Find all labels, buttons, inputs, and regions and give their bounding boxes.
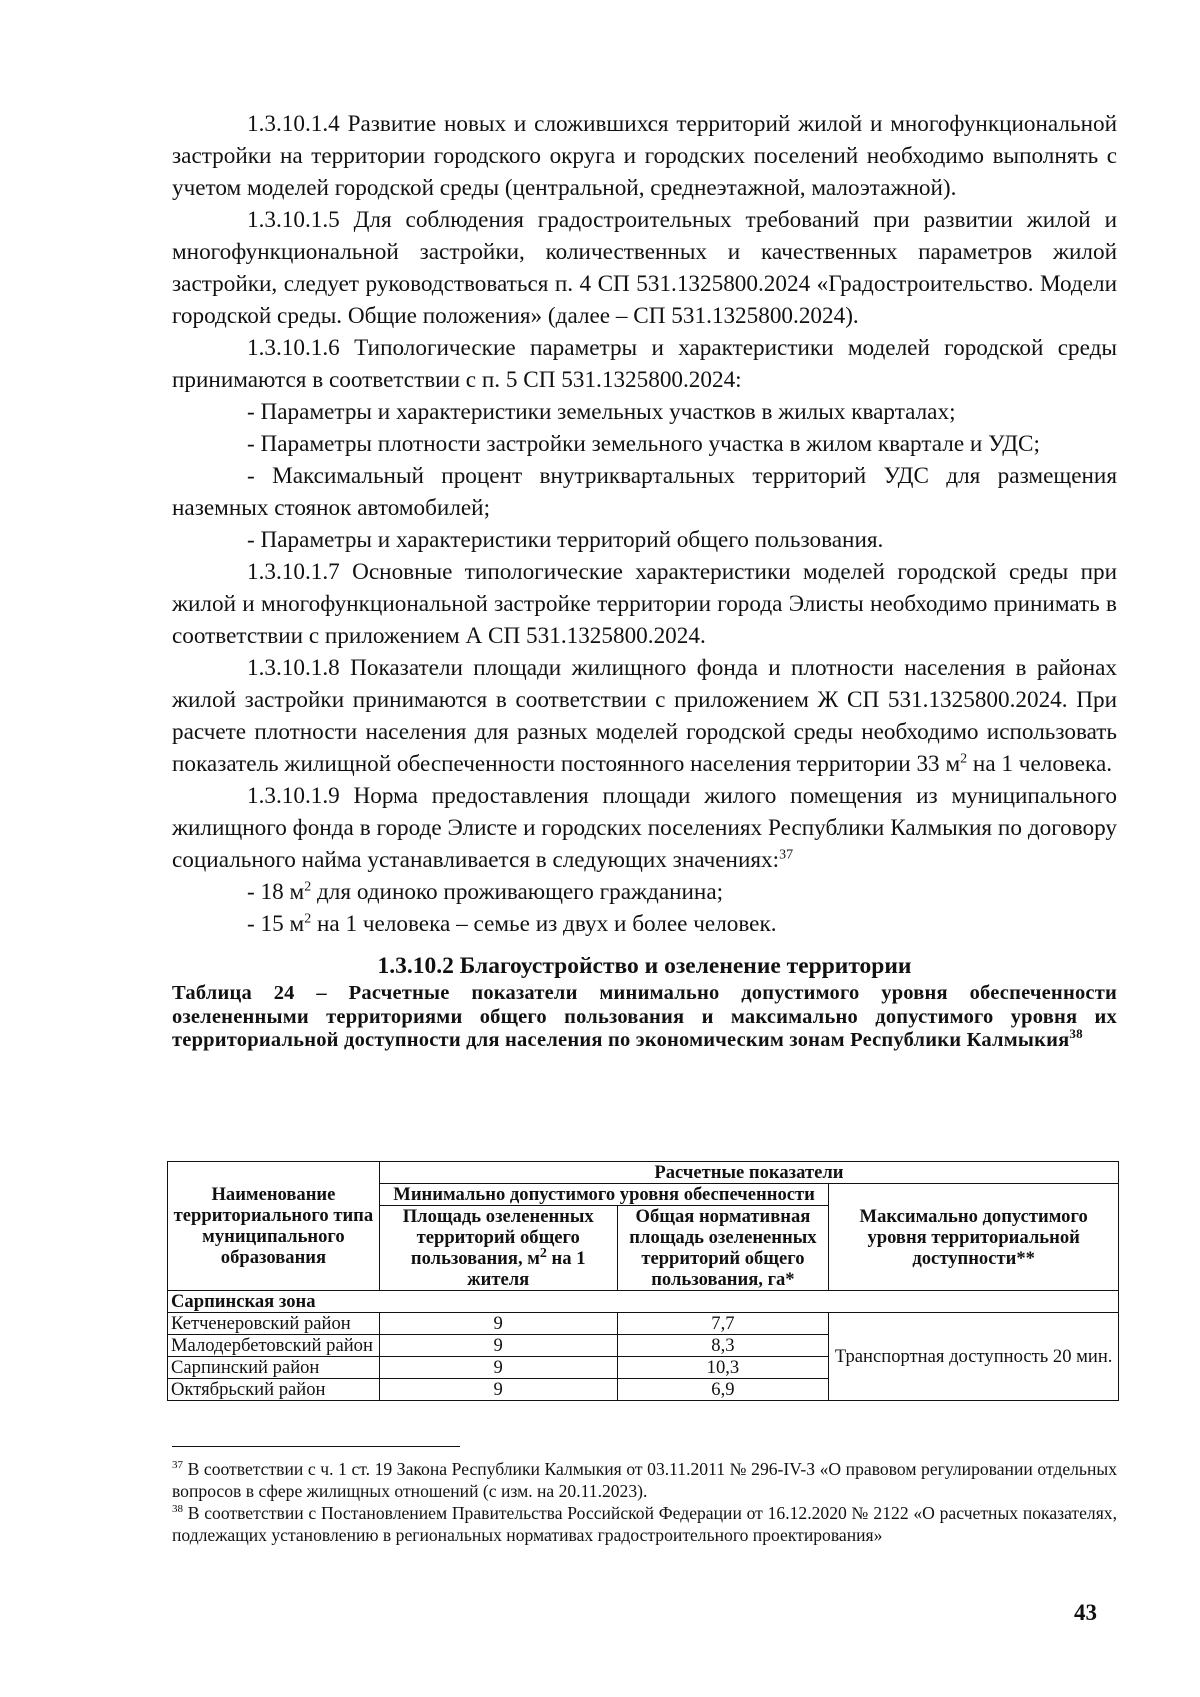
list-item-text: для одиноко проживающего гражданина;	[311, 879, 724, 905]
cell-per-capita: 9	[379, 1313, 617, 1335]
header-per-capita	[379, 1206, 617, 1291]
cell-per-capita: 9	[379, 1335, 617, 1357]
cell-per-capita: 9	[379, 1357, 617, 1379]
cell-name: Кетченеровский район	[168, 1313, 380, 1335]
superscript: 2	[304, 879, 312, 895]
cell-name: Малодербетовский район	[168, 1335, 380, 1357]
zone-row: Сарпинская зона	[168, 1291, 1119, 1313]
paragraph-1-3-10-1-8	[172, 652, 1117, 780]
cell-name: Сарпинский район	[168, 1357, 380, 1379]
footnotes	[172, 1458, 1117, 1546]
cell-per-capita: 9	[379, 1379, 617, 1401]
header-min: Минимально допустимого уровня обеспеченности	[379, 1184, 828, 1206]
list-item-text: на 1 человека – семье из двух и более человек.	[311, 911, 777, 937]
page-body	[172, 108, 1117, 1053]
paragraph-1-3-10-1-7: 1.3.10.1.7 Основные типологические характеристики моделей городской среды при жилой и многофункциональной застройке территории города Элисты необходимо принимать в соответствии с приложением А СП 531.1325800.2024.	[172, 559, 1117, 649]
superscript: 2	[539, 1245, 547, 1261]
paragraph-1-3-10-1-9	[172, 780, 1117, 876]
footnote-37	[172, 1458, 1117, 1502]
page-number: 43	[1074, 1600, 1097, 1625]
table-caption-text: Таблица 24 – Расчетные показатели минимально допустимого уровня обеспеченности озелененными территориями общего пользования и максимально допустимого уровня их территориальной доступности для населения по экономическим зонам Республики Калмыкия	[172, 982, 1117, 1051]
header-max: Максимально допустимого уровня территориальной доступности**	[829, 1184, 1119, 1291]
cell-total: 8,3	[617, 1335, 829, 1357]
header-per-capita-text: Площадь озелененных территорий общего пользования, м	[402, 1206, 594, 1269]
green-areas-table	[167, 1161, 1119, 1401]
list-item-text: - 18 м	[247, 879, 305, 905]
cell-name: Октябрьский район	[168, 1379, 380, 1401]
list-item: - Параметры и характеристики территорий общего пользования.	[247, 527, 884, 553]
header-total: Общая нормативная площадь озелененных территорий общего пользования, га*	[617, 1206, 829, 1291]
list-item: - Максимальный процент внутриквартальных территорий УДС для размещения наземных стоянок автомобилей;	[172, 463, 1117, 521]
footnote-text: В соответствии с Постановлением Правительства Российской Федерации от 16.12.2020 № 2122 «О расчетных показателях, подлежащих установлению в региональных нормативах градостроительного проектирования»	[172, 1503, 1117, 1545]
paragraph-text: 1.3.10.1.8 Показатели площади жилищного фонда и плотности населения в районах жилой застройки принимаются в соответствии с приложением Ж СП 531.1325800.2024. При расчете плотности населения для разных моделей городской среды необходимо использовать показатель жилищной обеспеченности постоянного населения территории 33 м	[172, 655, 1117, 777]
cell-access: Транспортная доступность 20 мин.	[829, 1313, 1119, 1401]
list-item	[172, 876, 1117, 908]
footnote-number: 38	[172, 1503, 183, 1516]
footnote-38	[172, 1502, 1117, 1546]
list-item: - Параметры и характеристики земельных участков в жилых кварталах;	[247, 399, 956, 425]
cell-total: 7,7	[617, 1313, 829, 1335]
list-item	[172, 908, 1117, 940]
table-caption	[172, 982, 1117, 1053]
footnote-text: В соответствии с ч. 1 ст. 19 Закона Республики Калмыкия от 03.11.2011 № 296-IV-З «О правовом регулировании отдельных вопросов в сфере жилищных отношений (с изм. на 20.11.2023).	[172, 1459, 1117, 1501]
paragraph-text: на 1 человека.	[967, 751, 1113, 777]
footnote-ref: 38	[1069, 1026, 1083, 1042]
superscript: 2	[304, 911, 312, 927]
section-title: 1.3.10.2 Благоустройство и озеленение территории	[377, 953, 912, 979]
header-per-capita-text: на 1 жителя	[467, 1248, 586, 1290]
cell-total: 10,3	[617, 1357, 829, 1379]
paragraph-1-3-10-1-4: 1.3.10.1.4 Развитие новых и сложившихся территорий жилой и многофункциональной застройки на территории городского округа и городских поселений необходимо выполнять с учетом моделей городской среды (центральной, среднеэтажной, малоэтажной).	[172, 111, 1117, 201]
cell-total: 6,9	[617, 1379, 829, 1401]
footnote-number: 37	[172, 1459, 183, 1472]
header-calc: Расчетные показатели	[379, 1162, 1118, 1184]
footnote-ref: 37	[779, 847, 794, 863]
list-item-text: - 15 м	[247, 911, 305, 937]
superscript: 2	[960, 751, 968, 767]
footnote-separator	[172, 1446, 460, 1447]
table-row	[168, 1313, 1119, 1335]
list-item: - Параметры плотности застройки земельного участка в жилом квартале и УДС;	[247, 431, 1040, 457]
paragraph-1-3-10-1-6: 1.3.10.1.6 Типологические параметры и характеристики моделей городской среды принимаются в соответствии с п. 5 СП 531.1325800.2024:	[172, 335, 1117, 393]
paragraph-1-3-10-1-5: 1.3.10.1.5 Для соблюдения градостроительных требований при развитии жилой и многофункциональной застройки, количественных и качественных параметров жилой застройки, следует руководствоваться п. 4 СП 531.1325800.2024 «Градостроительство. Модели городской среды. Общие положения» (далее – СП 531.1325800.2024).	[172, 207, 1117, 329]
header-name: Наименование территориального типа муниципального образования	[168, 1162, 380, 1291]
paragraph-text: 1.3.10.1.9 Норма предоставления площади жилого помещения из муниципального жилищного фонда в городе Элисте и городских поселениях Республики Калмыкия по договору социального найма устанавливается в следующих значениях:	[172, 783, 1117, 873]
